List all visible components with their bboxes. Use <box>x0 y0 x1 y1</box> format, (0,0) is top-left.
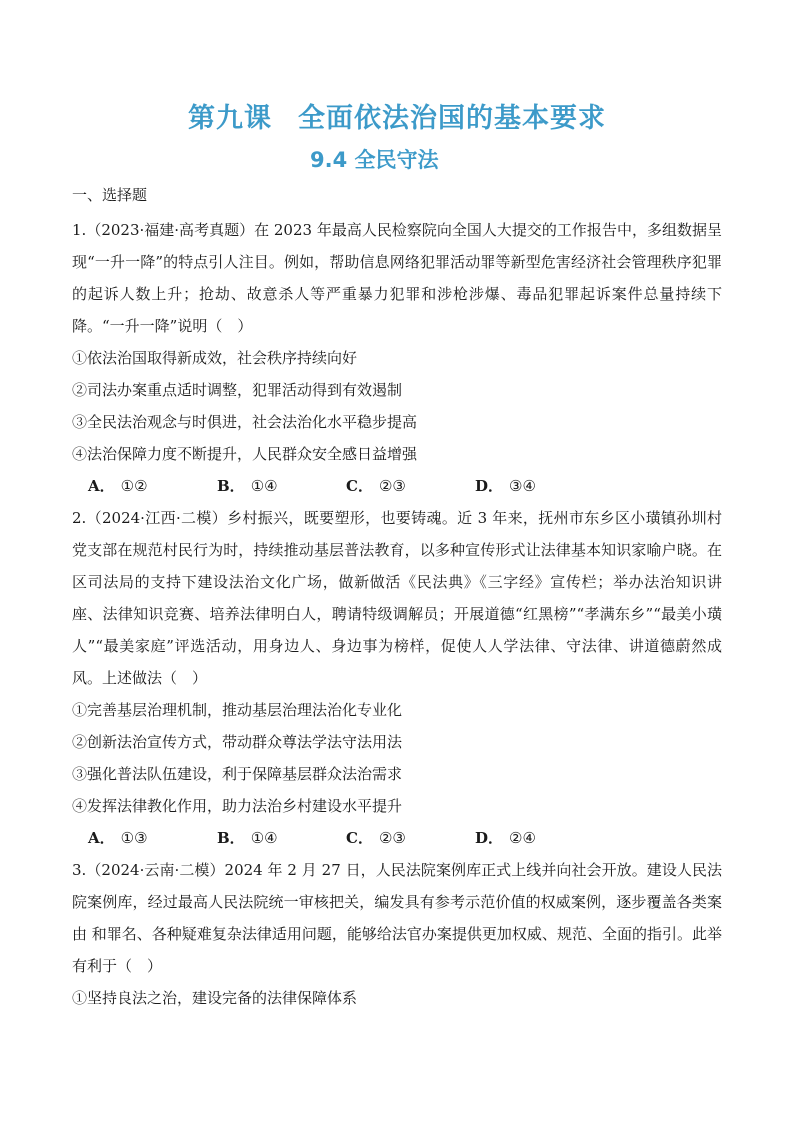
page-title <box>0 96 794 135</box>
question-list <box>72 214 722 1014</box>
choice-letter: B． <box>217 477 245 495</box>
choice-letter: D． <box>475 477 504 495</box>
choice-letter: A． <box>88 829 115 847</box>
question-2 <box>72 502 722 854</box>
choice-a[interactable] <box>88 822 217 854</box>
statement-option: ④发挥法律教化作用，助力法治乡村建设水平提升 <box>72 797 403 815</box>
choice-letter: D． <box>475 829 504 847</box>
choice-text: ②④ <box>509 829 536 847</box>
choice-letter: A． <box>88 477 115 495</box>
statement-option: ②创新法治宣传方式，带动群众尊法学法守法用法 <box>72 733 403 751</box>
question-3 <box>72 854 722 1014</box>
choice-letter: C． <box>346 829 373 847</box>
choice-text: ①④ <box>250 477 278 495</box>
choice-text: ①④ <box>250 829 278 847</box>
choice-letter: C． <box>346 477 373 495</box>
question-1 <box>72 214 722 502</box>
section-subtitle: 9.4 全民守法 <box>310 148 439 172</box>
lesson-title: 全面依法治国的基本要求 <box>298 103 606 134</box>
choice-letter: B． <box>217 829 245 847</box>
question-stem: 1.（2023·福建·高考真题）在 2023 年最高人民检察院向全国人大提交的工作报告中，多组数据呈现“一升一降”的特点引人注目。例如，帮助信息网络犯罪活动罪等新型危害经济社会管理秩序犯罪的起诉人数上升；抢劫、故意杀人等严重暴力犯罪和涉枪涉爆、毒品犯罪起诉案件总量持续下降。“一升一降”说明（ ） <box>72 221 722 335</box>
choice-text: ②③ <box>378 829 406 847</box>
question-stem: 3.（2024·云南·二模）2024 年 2 月 27 日，人民法院案例库正式上线并向社会开放。建设人民法院案例库，经过最高人民法院统一审核把关，编发具有参考示范价值的权威案例，逐步覆盖各类案由 和罪名、各种疑难复杂法律适用问题，能够给法官办案提供更加权威、规范、全面的指引。此举有利于（ ） <box>72 861 722 975</box>
choice-d[interactable] <box>475 470 604 502</box>
section-heading: 一、选择题 <box>72 186 148 204</box>
question-stem: 2.（2024·江西·二模）乡村振兴，既要塑形，也要铸魂。近 3 年来，抚州市东乡区小璜镇孙圳村党支部在规范村民行为时，持续推动基层普法教育，以多种宣传形式让法律基本知识家喻户晓。在区司法局的支持下建设法治文化广场，做新做活《民法典》《三字经》宣传栏；举办法治知识讲座、法律知识竞赛、培养法律明白人，聘请特级调解员；开展道德“红黑榜”“孝满东乡”“最美小璜人”“最美家庭”评选活动，用身边人、身边事为榜样，促使人人学法律、守法律、讲道德蔚然成风。上述做法（ ） <box>72 509 722 687</box>
statement-option: ④法治保障力度不断提升，人民群众安全感日益增强 <box>72 445 418 463</box>
statement-option: ③强化普法队伍建设，利于保障基层群众法治需求 <box>72 765 403 783</box>
choice-b[interactable] <box>217 822 346 854</box>
statement-option: ③全民法治观念与时俱进，社会法治化水平稳步提高 <box>72 413 418 431</box>
statement-option: ②司法办案重点适时调整，犯罪活动得到有效遏制 <box>72 381 403 399</box>
answer-choices <box>88 822 722 854</box>
choice-text: ①③ <box>120 829 148 847</box>
choice-c[interactable] <box>346 822 475 854</box>
choice-text: ①② <box>120 477 148 495</box>
choice-text: ③④ <box>509 477 536 495</box>
choice-a[interactable] <box>88 470 217 502</box>
choice-text: ②③ <box>378 477 406 495</box>
answer-choices <box>88 470 722 502</box>
choice-b[interactable] <box>217 470 346 502</box>
statement-option: ①坚持良法之治，建设完备的法律保障体系 <box>72 989 358 1007</box>
lesson-number: 第九课 <box>188 103 272 134</box>
statement-option: ①完善基层治理机制，推动基层治理法治化专业化 <box>72 701 403 719</box>
statement-option: ①依法治国取得新成效，社会秩序持续向好 <box>72 349 358 367</box>
choice-c[interactable] <box>346 470 475 502</box>
choice-d[interactable] <box>475 822 604 854</box>
